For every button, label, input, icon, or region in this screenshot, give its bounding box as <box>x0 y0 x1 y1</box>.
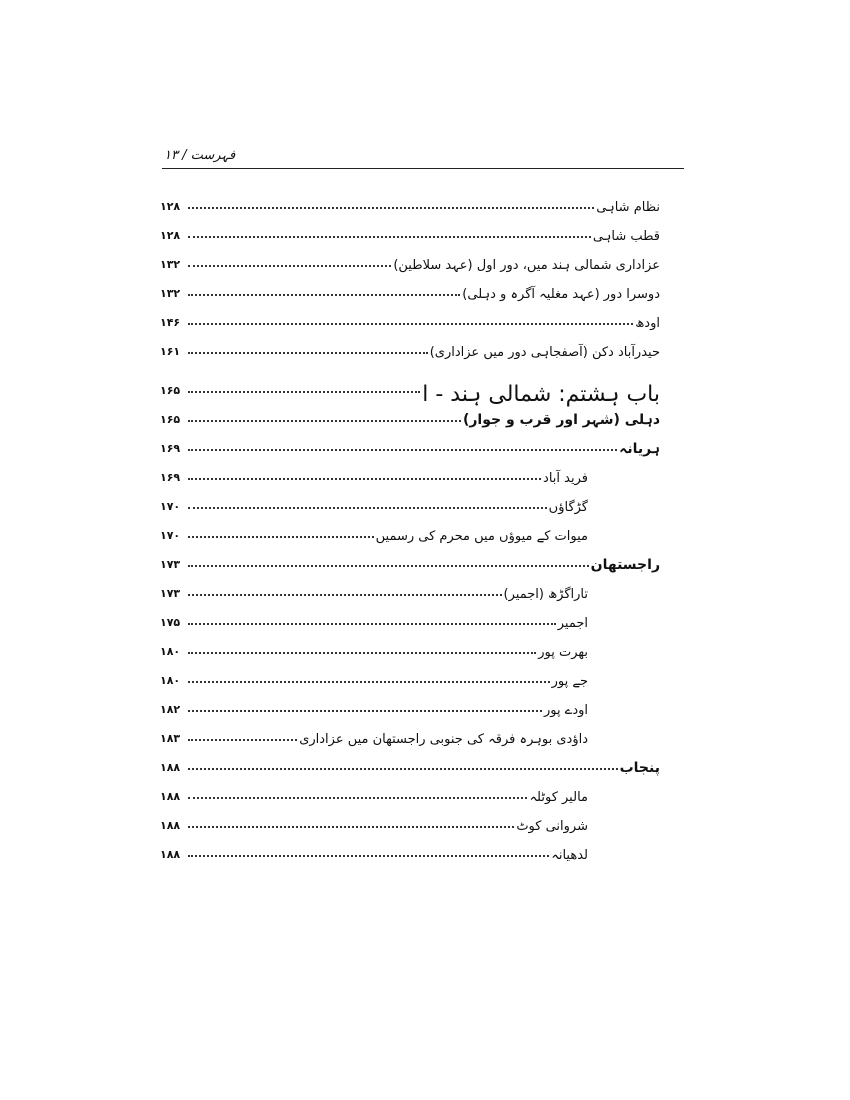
toc-page-number: ۱۶۵ <box>160 413 181 426</box>
toc-entry-title: گڑگاؤں <box>548 500 588 515</box>
toc-entry-title: شروانی کوٹ <box>516 819 588 834</box>
toc-page-number: ۱۷۵ <box>160 616 181 629</box>
toc-page-number: ۱۸۰ <box>160 645 181 658</box>
dot-leader <box>188 351 428 354</box>
dot-leader <box>188 738 297 741</box>
toc-entry-title: حیدرآباد دکن (آصفجاہی دور میں عزاداری) <box>429 345 660 360</box>
toc-entry-title: میوات کے میوؤں میں محرم کی رسمیں <box>375 529 588 544</box>
toc-entry <box>160 780 660 809</box>
toc-entry-title: مالیر کوٹلہ <box>529 790 588 805</box>
header-text: فہرست / ۱۳ <box>164 148 236 163</box>
toc-entry <box>160 606 660 635</box>
toc-entry <box>160 693 660 722</box>
toc-page-number: ۱۶۵ <box>160 384 181 397</box>
dot-leader <box>188 680 550 683</box>
toc-page-number: ۱۸۸ <box>160 819 181 832</box>
dot-leader <box>188 535 374 538</box>
toc-entry <box>160 432 660 461</box>
dot-leader <box>188 206 594 209</box>
toc-entry <box>160 374 660 407</box>
dot-leader <box>188 593 502 596</box>
toc-entry-title: قطب شاہی <box>592 229 660 244</box>
toc-page-number: ۱۸۳ <box>160 732 181 745</box>
toc-page-number: ۱۸۸ <box>160 848 181 861</box>
toc-entry <box>160 403 660 432</box>
toc-entry-title: داؤدی بوہرہ فرقہ کی جنوبی راجستھان میں عزاداری <box>299 732 588 747</box>
toc-entry <box>160 335 660 364</box>
toc-page-number: ۱۲۸ <box>160 229 181 242</box>
dot-leader <box>188 419 461 422</box>
toc-page-number: ۱۸۸ <box>160 790 181 803</box>
running-header <box>162 146 684 169</box>
dot-leader <box>188 825 514 828</box>
toc-entry <box>160 306 660 335</box>
toc-entry <box>160 809 660 838</box>
toc-entry <box>160 461 660 490</box>
toc-page-number: ۱۶۹ <box>160 471 181 484</box>
dot-leader <box>188 854 549 857</box>
toc-entry <box>160 490 660 519</box>
dot-leader <box>188 506 547 509</box>
toc-entry-title: پنجاب <box>619 760 660 776</box>
table-of-contents <box>160 190 660 867</box>
toc-page-number: ۱۳۲ <box>160 258 181 271</box>
dot-leader <box>188 796 527 799</box>
toc-entry <box>160 751 660 780</box>
toc-entry-title: دوسرا دور (عہد مغلیہ آگرہ و دہلی) <box>462 287 660 302</box>
dot-leader <box>188 477 541 480</box>
toc-page-number: ۱۶۱ <box>160 345 181 358</box>
toc-page-number: ۱۸۸ <box>160 761 181 774</box>
toc-page-number: ۱۴۶ <box>160 316 181 329</box>
dot-leader <box>188 622 556 625</box>
dot-leader <box>188 767 618 770</box>
toc-page-number: ۱۷۳ <box>160 587 181 600</box>
toc-entry <box>160 548 660 577</box>
toc-entry-title: راجستھان <box>590 557 660 573</box>
toc-entry-title: نظام شاہی <box>596 200 660 215</box>
toc-page-number: ۱۷۰ <box>160 529 181 542</box>
toc-entry <box>160 577 660 606</box>
toc-entry <box>160 277 660 306</box>
toc-page-number: ۱۸۰ <box>160 674 181 687</box>
toc-entry <box>160 519 660 548</box>
toc-page-number: ۱۷۰ <box>160 500 181 513</box>
dot-leader <box>188 390 420 393</box>
toc-entry-title: فرید آباد <box>543 471 588 486</box>
toc-entry <box>160 248 660 277</box>
toc-entry-title: تاراگڑھ (اجمیر) <box>503 587 588 602</box>
toc-page-number: ۱۶۹ <box>160 442 181 455</box>
toc-entry <box>160 635 660 664</box>
dot-leader <box>188 235 591 238</box>
dot-leader <box>188 448 617 451</box>
toc-page-number: ۱۳۲ <box>160 287 181 300</box>
toc-entry-title: اودے پور <box>543 703 588 718</box>
toc-entry-title: بھرت پور <box>538 645 588 660</box>
toc-entry <box>160 722 660 751</box>
toc-entry-title: جے پور <box>551 674 588 689</box>
dot-leader <box>188 564 589 567</box>
dot-leader <box>188 709 542 712</box>
toc-entry <box>160 664 660 693</box>
chapter-heading: باب ہشتم: شمالی ہند - ا <box>422 382 660 407</box>
toc-page-number: ۱۸۲ <box>160 703 181 716</box>
toc-entry-title: لدھیانہ <box>551 848 588 863</box>
toc-entry-title: عزاداری شمالی ہند میں، دور اول (عہد سلاطین) <box>393 258 660 273</box>
toc-page-number: ۱۷۳ <box>160 558 181 571</box>
toc-entry-title: دہلی (شہر اور قرب و جوار) <box>462 412 660 428</box>
toc-entry <box>160 838 660 867</box>
dot-leader <box>188 322 633 325</box>
toc-entry-title: اجمیر <box>557 616 588 631</box>
dot-leader <box>188 293 460 296</box>
dot-leader <box>188 651 536 654</box>
toc-entry <box>160 190 660 219</box>
toc-entry-title: اودھ <box>635 316 660 331</box>
toc-entry <box>160 219 660 248</box>
dot-leader <box>188 264 391 267</box>
toc-page-number: ۱۲۸ <box>160 200 181 213</box>
toc-entry-title: ہریانہ <box>619 441 660 457</box>
